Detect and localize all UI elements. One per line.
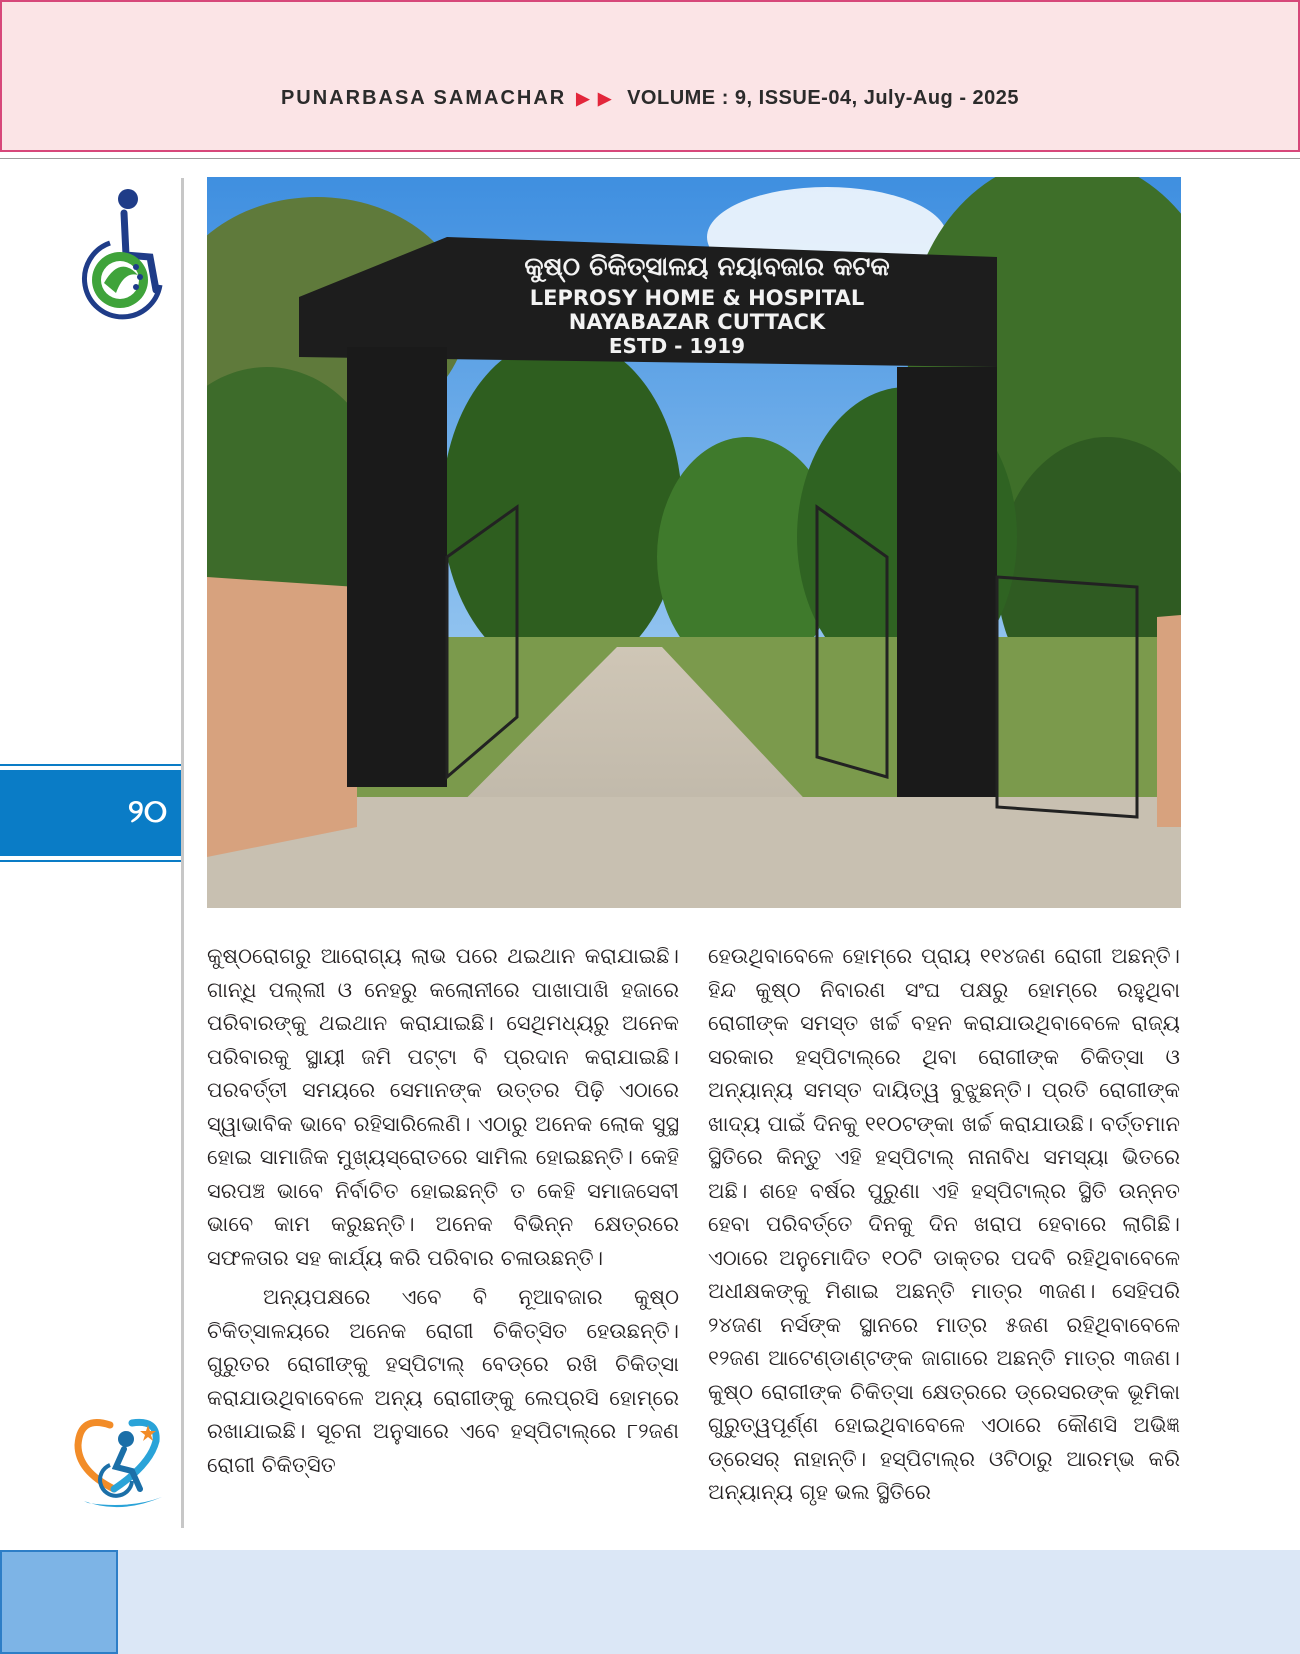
article-column-left bbox=[207, 940, 679, 1482]
paragraph: ହେଉଥିବାବେଳେ ହୋମ୍‌ରେ ପ୍ରାୟ ୧୧୪ଜଣ ରୋଗୀ ଅଛନ୍ତି। ହିନ୍ଦ କୁଷ୍ଠ ନିବାରଣ ସଂଘ ପକ୍ଷରୁ ହୋମ୍‌ରେ ରହୁଥିବା ରୋଗୀଙ୍କ ସମସ୍ତ ଖର୍ଚ୍ଚ ବହନ କରାଯାଉଥିବାବେଳେ ରାଜ୍ୟ ସରକାର ହସ୍‌ପିଟାଲ୍‌ରେ ଥିବା ରୋଗୀଙ୍କ ଚିକିତ୍ସା ଓ ଅନ୍ୟାନ୍ୟ ସମସ୍ତ ଦାୟିତ୍ୱ ବୁଝୁଛନ୍ତି। ପ୍ରତି ରୋଗୀଙ୍କ ଖାଦ୍ୟ ପାଇଁ ଦିନକୁ ୧୧୦ଟଙ୍କା ଖର୍ଚ୍ଚ କରାଯାଉଛି। ବର୍ତ୍ତମାନ ସ୍ଥିତିରେ କିନ୍ତୁ ଏହି ହସ୍‌ପିଟାଲ୍ ନାନାବିଧ ସମସ୍ୟା ଭିତରେ ଅଛି। ଶହେ ବର୍ଷର ପୁରୁଣା ଏହି ହସ୍‌ପିଟାଲ୍‌ର ସ୍ଥିତି ଉନ୍ନତ ହେବା ପରିବର୍ତ୍ତେ ଦିନକୁ ଦିନ ଖରାପ ହେବାରେ ଲାଗିଛି। ଏଠାରେ ଅନୁମୋଦିତ ୧୦ଟି ଡାକ୍ତର ପଦବି ରହିଥିବାବେଳେ ଅଧୀକ୍ଷକଙ୍କୁ ମିଶାଇ ଅଛନ୍ତି ମାତ୍ର ୩ଜଣ। ସେହିପରି ୨୪ଜଣ ନର୍ସଙ୍କ ସ୍ଥାନରେ ମାତ୍ର ୫ଜଣ ରହିଥିବାବେଳେ ୧୨ଜଣ ଆଟେଣ୍ଡାଣ୍ଟଙ୍କ ଜାଗାରେ ଅଛନ୍ତି ମାତ୍ର ୩ଜଣ। କୁଷ୍ଠ ରୋଗୀଙ୍କ ଚିକିତ୍ସା କ୍ଷେତ୍ରରେ ଡ୍ରେସରଙ୍କ ଭୂମିକା ଗୁରୁତ୍ୱପୂର୍ଣ୍ଣ ହୋଇଥିବାବେଳେ ଏଠାରେ କୌଣସି ଅଭିଜ୍ଞ ଡ୍ରେସର୍ ନାହାନ୍ତି। ହସ୍‌ପିଟାଲ୍‌ର ଓଟିଠାରୁ ଆରମ୍ଭ କରି ଅନ୍ୟାନ୍ୟ ଗୃହ ଭଲ ସ୍ଥିତିରେ bbox=[708, 944, 1180, 1504]
page-number: ୨୦ bbox=[127, 792, 167, 830]
page-tab-rule bbox=[0, 860, 181, 862]
paragraph: କୁଷ୍ଠରୋଗରୁ ଆରୋଗ୍ୟ ଲାଭ ପରେ ଥଇଥାନ କରାଯାଇଛି। ଗାନ୍ଧି ପଲ୍ଲୀ ଓ ନେହରୁ କଲୋନୀରେ ପାଖାପାଖି ହଜାରେ ପରିବାରଙ୍କୁ ଥଇଥାନ କରାଯାଇଛି। ସେଥିମଧ୍ୟରୁ ଅନେକ ପରିବାରକୁ ସ୍ଥାୟୀ ଜମି ପଟ୍ଟା ବି ପ୍ରଦାନ କରାଯାଇଛି। ପରବର୍ତ୍ତୀ ସମୟରେ ସେମାନଙ୍କ ଉତ୍ତର ପିଢ଼ି ଏଠାରେ ସ୍ୱାଭାବିକ ଭାବେ ରହିସାରିଲେଣି। ଏଠାରୁ ଅନେକ ଲୋକ ସୁସ୍ଥ ହୋଇ ସାମାଜିକ ମୁଖ୍ୟସ୍ରୋତରେ ସାମିଲ ହୋଇଛନ୍ତି। କେହି ସରପଞ୍ଚ ଭାବେ ନିର୍ବାଚିତ ହୋଇଛନ୍ତି ତ କେହି ସମାଜସେବୀ ଭାବେ କାମ କରୁଛନ୍ତି। ଅନେକ ବିଭିନ୍ନ କ୍ଷେତ୍ରରେ ସଫଳତାର ସହ କାର୍ଯ୍ୟ କରି ପରିବାର ଚଳାଉଛନ୍ତି। bbox=[207, 944, 679, 1270]
page-tab-rule bbox=[0, 764, 181, 766]
sidebar-divider bbox=[181, 178, 184, 1528]
arrow-icons: ▶ ▶ bbox=[576, 89, 614, 108]
sign-odia-text: କୁଷ୍ଠ ଚିକିତ୍ସାଳୟ ନୟାବଜାର କଟକ bbox=[524, 252, 890, 282]
article-column-right bbox=[708, 940, 1180, 1510]
running-header bbox=[0, 87, 1300, 110]
hospital-gate-photo bbox=[207, 177, 1181, 908]
issue-info: VOLUME : 9, ISSUE-04, July-Aug - 2025 bbox=[627, 87, 1020, 109]
accessibility-logo-icon bbox=[70, 1405, 170, 1515]
sign-line-3: ESTD - 1919 bbox=[608, 334, 746, 358]
sign-line-1: LEPROSY HOME & HOSPITAL bbox=[529, 286, 865, 310]
sign-line-2: NAYABAZAR CUTTACK bbox=[568, 310, 826, 334]
paragraph: ଅନ୍ୟପକ୍ଷରେ ଏବେ ବି ନୂଆବଜାର କୁଷ୍ଠ ଚିକିତ୍ସାଳୟରେ ଅନେକ ରୋଗୀ ଚିକିତ୍ସିତ ହେଉଛନ୍ତି। ଗୁରୁତର ରୋଗୀଙ୍କୁ ହସ୍‌ପିଟାଲ୍ ବେଡ୍‌ରେ ରଖି ଚିକିତ୍ସା କରାଯାଉଥିବାବେଳେ ଅନ୍ୟ ରୋଗୀଙ୍କୁ ଲେପ୍ରସି ହୋମ୍‌ରେ ରଖାଯାଇଛି। ସୂଚନା ଅନୁସାରେ ଏବେ ହସ୍‌ପିଟାଲ୍‌ରେ ୮୨ଜଣ ରୋଗୀ ଚିକିତ୍ସିତ bbox=[207, 1285, 679, 1477]
footer-band bbox=[0, 1550, 1300, 1654]
header-divider bbox=[0, 158, 1300, 159]
footer-tab bbox=[0, 1550, 118, 1654]
page-number-tab bbox=[0, 770, 181, 856]
magazine-title: PUNARBASA SAMACHAR bbox=[280, 87, 567, 109]
wheelchair-logo-icon bbox=[80, 185, 170, 325]
header-band bbox=[0, 0, 1300, 152]
